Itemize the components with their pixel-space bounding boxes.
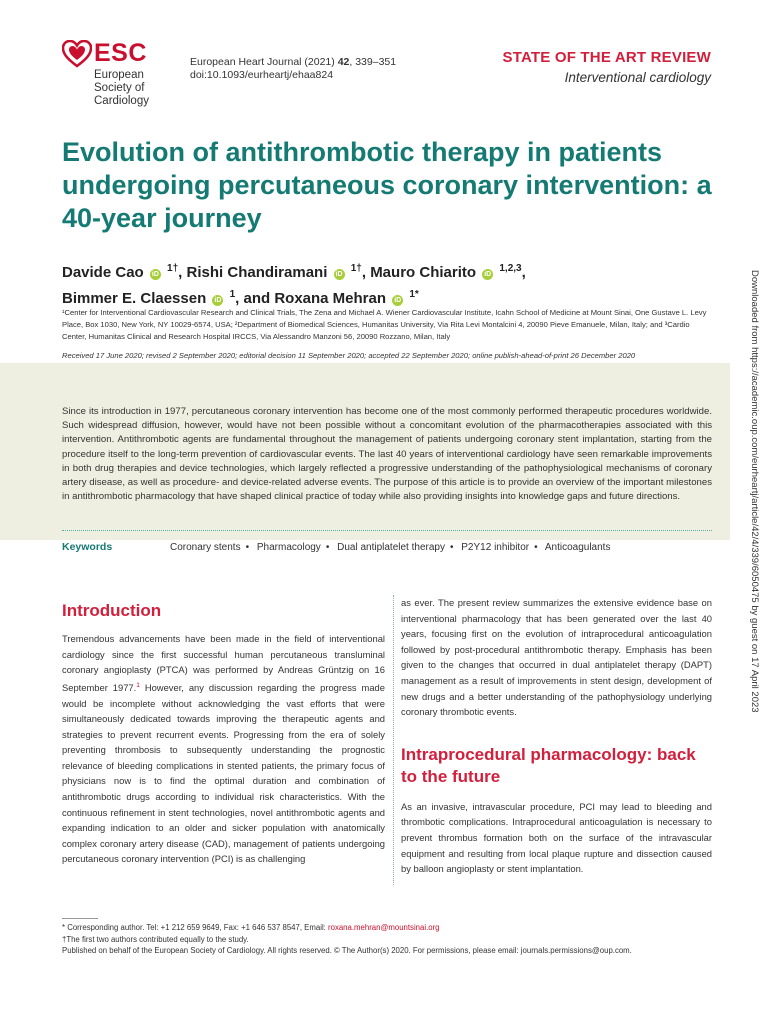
journal-name: European Heart Journal (2021) <box>190 56 335 68</box>
doi: doi:10.1093/eurheartj/ehaa824 <box>190 69 334 81</box>
author-name: Davide Cao <box>62 264 144 281</box>
author-email-link[interactable]: roxana.mehran@mountsinai.org <box>328 923 440 932</box>
keywords-label: Keywords <box>62 541 113 553</box>
column-divider <box>393 595 394 885</box>
keyword: P2Y12 inhibitor <box>461 542 530 553</box>
section-heading-intraprocedural: Intraprocedural pharmacology: back to the future <box>401 744 696 786</box>
abstract-text: Since its introduction in 1977, percutaneous coronary intervention has become one of the most commonly performed therapeutic procedures worldwide. Such widespread diffusion, however, would have not been possible without a concomitant evolution of the pharmacotherapies associated with this intervention. Antithrombotic agents are fundamental throughout the management of patients undergoing coronary stent implantation, starting from the procedure itself to the long-term prevention of cardiovascular events. The last 40 years of interventional cardiology have seen remarkable improvements in both drug therapies and device technologies, which largely reflected a progressive understanding of the pathophysiological mechanisms of coronary artery disease, as well as procedure- and device-related adverse events. The purpose of this article is to provide an overview of the important milestones in antithrombotic pharmacology that have shaped clinical practice of today while also providing insights into knowledge gaps and future directions. <box>62 406 712 503</box>
keyword: Dual antiplatelet therapy <box>337 542 445 553</box>
journal-pages: , 339–351 <box>349 56 397 68</box>
orcid-icon[interactable]: iD <box>335 271 343 278</box>
keyword-separator: • <box>534 542 538 553</box>
author-affiliation-marker: 1 <box>229 289 236 300</box>
keyword-separator: • <box>325 542 330 553</box>
author-affiliation-marker: 1,2,3 <box>499 263 522 274</box>
affiliations: ¹Center for Interventional Cardiovascular Research and Clinical Trials, The Zena and Michael A. Wiener Cardiovascular Institute, Icahn School of Medicine at Mount Sinai, One Gustave L. Levy Place, Box 1030, New York, NY 10029-6574, USA; ²Department of Biomedical Sciences, Humanitas University, Via Rita Levi Montalcini 4, 20090 Pieve Emanuele, Milan, Italy; and ³Cardio Center, Humanitas Clinical and Research Hospital IRCCS, Via Alessandro Manzoni 56, 20090 Rozzano, Milan, Italy <box>62 308 707 341</box>
equal-contribution-note: †The first two authors contributed equally to the study. <box>62 934 249 944</box>
review-label <box>503 49 711 85</box>
right-column <box>401 597 712 877</box>
left-column <box>62 600 385 867</box>
orcid-icon[interactable]: iD <box>394 297 402 304</box>
author-affiliation-marker: 1† <box>167 263 179 274</box>
article-dates: Received 17 June 2020; revised 2 September 2020; editorial decision 11 September 2020; accepted 22 September 2020; online publish-ahead-of-print 26 December 2020 <box>62 351 636 360</box>
keyword-separator: • <box>449 542 454 553</box>
introduction-paragraph: Tremendous advancements have been made in the field of interventional cardiology since the first successful human percutaneous transluminal coronary angioplasty (PTCA) was performed by Andreas Grüntzig on 16 September 1977.$^1$ However, any discussion regarding the progress made would be incomplete without acknowledging the vast efforts that were simultaneously dedicated towards improving the therapeutic agents and strategies to prevent recurrent events. Progressing from the era of solely preventing thrombosis to subsequently understanding the prognostic relevance of bleeding complications in stented patients, the primary focus of physicians now is to find the optimal duration and combination of antithrombotic drugs according to individual risk characteristics. With the continuous refinement in stent technologies, novel antithrombotic agents and expanding indication to an older and sicker population with anatomically complex coronary artery disease (CAD), management of patients undergoing percutaneous coronary intervention (PCI) is as challenging <box>62 633 385 865</box>
body-paragraph: as ever. The present review summarizes the extensive evidence base on interventional pharmacology that has been generated over the last 40 years, focusing first on the evolution of intraprocedural anticoagulation followed by post-procedural antithrombotic therapy. Emphasis has been given to the changes that occurred in dual antiplatelet therapy (DAPT) management as a result of improvements in stent design, development of new drugs and a better understanding of the pathophysiology underlying coronary thrombotic events. <box>401 597 712 718</box>
heart-logo-icon <box>62 40 92 68</box>
section-heading-introduction: Introduction <box>62 601 162 620</box>
author-list: Davide Cao iD $^{1\dagger}$, Rishi Chandiramani iD $^{1\dagger}$, Mauro Chiarito iD $^{1,2,3}$, Bimmer E. Claessen iD $^1$, and Roxana Mehran iD $^{1*}$ <box>62 263 526 307</box>
logo-subtitle: European Society of Cardiology <box>94 69 149 107</box>
download-note: Downloaded from https://academic.oup.com/eurheartj/article/42/4/339/6050475 by guest on 17 April 2023 <box>749 270 760 713</box>
divider <box>62 530 712 531</box>
publisher-note: Published on behalf of the European Society of Cardiology. All rights reserved. © The Author(s) 2020. For permissions, please email: journals.permissions@oup.com. <box>62 946 632 955</box>
orcid-icon[interactable]: iD <box>484 271 492 278</box>
keyword: Pharmacology <box>256 542 321 553</box>
footnotes <box>62 922 722 957</box>
author-name: Mauro Chiarito <box>370 264 477 281</box>
author-affiliation-marker: 1† <box>350 263 362 274</box>
keywords-list <box>170 542 610 553</box>
orcid-icon[interactable]: iD <box>214 297 222 304</box>
journal-citation <box>190 56 396 82</box>
keyword: Anticoagulants <box>544 542 611 553</box>
review-category: Interventional cardiology <box>564 70 711 85</box>
keyword-separator: • <box>245 542 250 553</box>
review-type: STATE OF THE ART REVIEW <box>502 49 711 66</box>
author-name: Bimmer E. Claessen <box>62 290 207 307</box>
article-title: Evolution of antithrombotic therapy in patients undergoing percutaneous coronary intervention: a 40-year journey <box>62 137 712 233</box>
logo-text: ESC <box>94 39 147 67</box>
orcid-icon[interactable]: iD <box>151 271 159 278</box>
reference-link[interactable]: 1 <box>136 681 140 689</box>
body-paragraph: As an invasive, intravascular procedure, PCI may lead to bleeding and thrombotic complications. Intraprocedural anticoagulation is necessary to prevent thrombus formation both on the surface of the intravascular equipment and resulting from local plaque rupture and dissection caused by balloon angioplasty or stent implantation. <box>401 800 712 875</box>
author-name: Roxana Mehran <box>274 290 387 307</box>
esc-logo <box>62 38 172 107</box>
keyword: Coronary stents <box>170 542 241 553</box>
corresponding-author-note: * Corresponding author. Tel: +1 212 659 9649, Fax: +1 646 537 8547, Email: roxana.mehran@mountsinai.org <box>62 923 440 932</box>
author-name: Rishi Chandiramani <box>186 264 328 281</box>
journal-volume: 42 <box>337 56 350 68</box>
footnote-rule <box>62 918 98 919</box>
author-affiliation-marker: 1* <box>409 289 419 300</box>
